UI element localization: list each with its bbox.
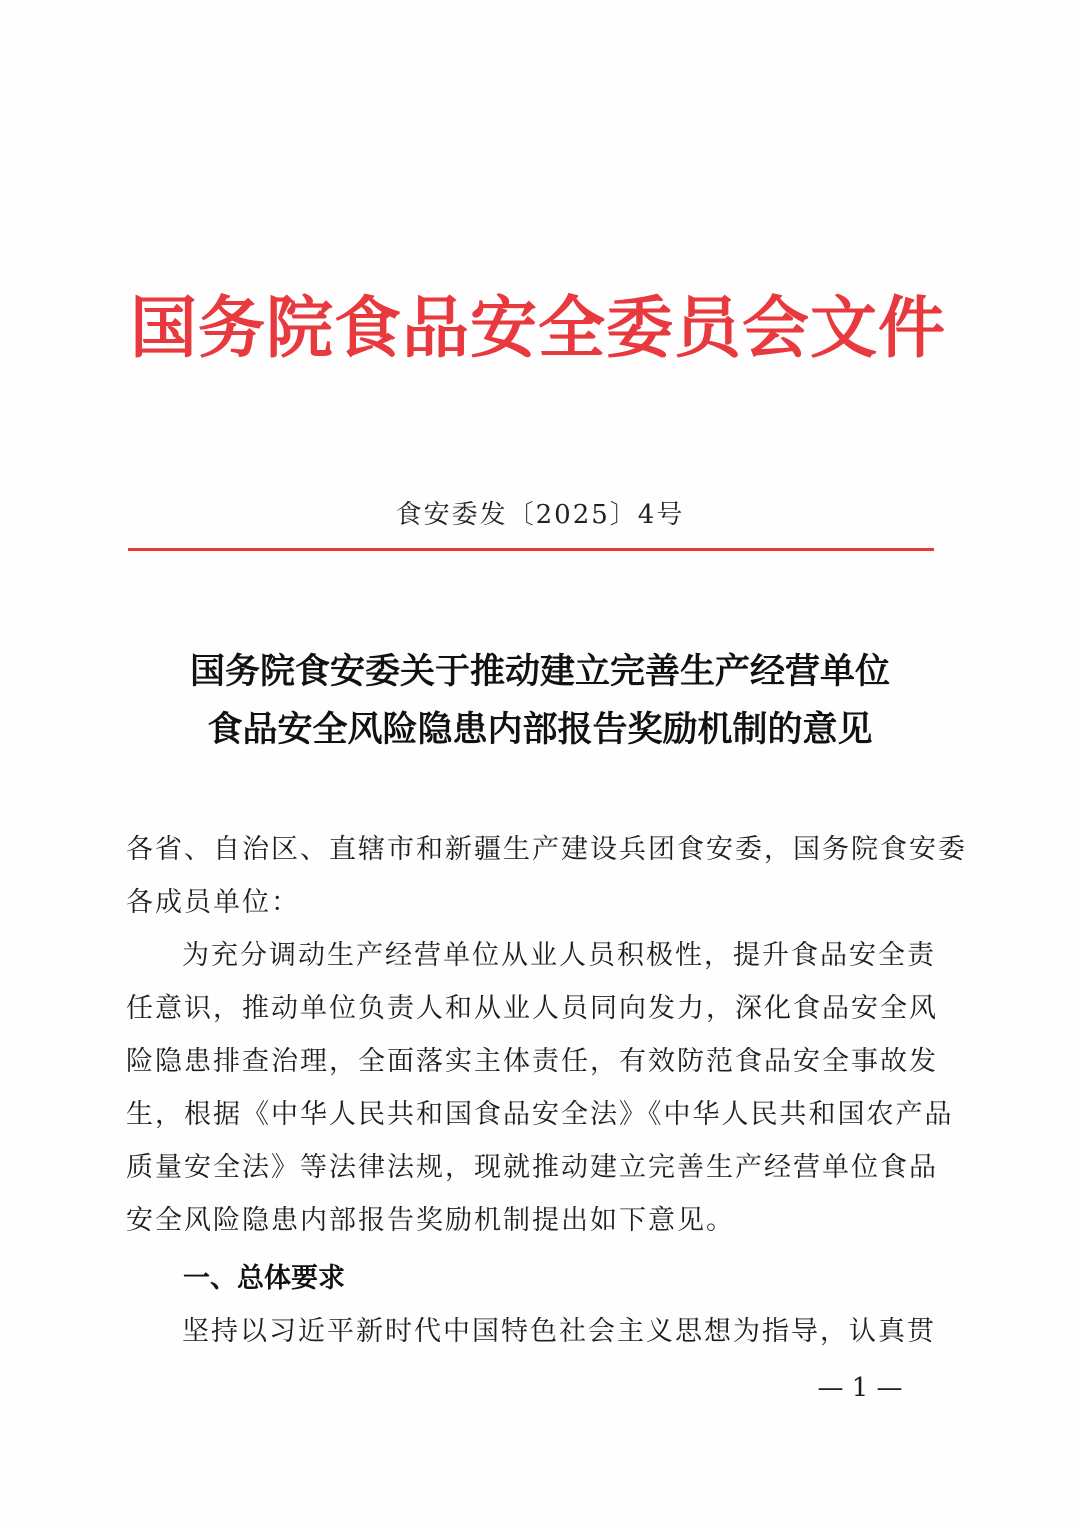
intro-paragraph xyxy=(126,929,954,1247)
paragraph-line: 任意识，推动单位负责人和从业人员同向发力，深化食品安全风 xyxy=(126,993,938,1024)
document-title xyxy=(100,643,980,759)
addressee-line: 各省、自治区、直辖市和新疆生产建设兵团食安委，国务院食安委 xyxy=(126,834,967,865)
paragraph-line: 坚持以习近平新时代中国特色社会主义思想为指导，认真贯 xyxy=(182,1316,936,1347)
page-number: — 1 — xyxy=(817,1373,903,1403)
section-heading: 一、总体要求 xyxy=(183,1263,345,1294)
paragraph-line: 安全风险隐患内部报告奖励机制提出如下意见。 xyxy=(126,1205,735,1236)
section-paragraph xyxy=(126,1305,936,1358)
issuer-title: 国务院食品安全委员会文件 xyxy=(130,288,946,367)
document-title-line: 国务院食安委关于推动建立完善生产经营单位 xyxy=(189,652,890,692)
addressee-line: 各成员单位： xyxy=(126,887,300,918)
document-title-line: 食品安全风险隐患内部报告奖励机制的意见 xyxy=(207,710,873,750)
paragraph-line: 质量安全法》等法律法规，现就推动建立完善生产经营单位食品 xyxy=(126,1152,938,1183)
paragraph-line: 险隐患排查治理，全面落实主体责任，有效防范食品安全事故发 xyxy=(126,1046,938,1077)
document-number: 食安委发〔2025〕4号 xyxy=(395,500,685,530)
paragraph-line: 生，根据《中华人民共和国食品安全法》《中华人民共和国农产品 xyxy=(126,1099,954,1130)
addressee xyxy=(126,823,967,929)
paragraph-line: 为充分调动生产经营单位从业人员积极性，提升食品安全责 xyxy=(182,940,936,971)
red-divider-line xyxy=(128,548,934,551)
